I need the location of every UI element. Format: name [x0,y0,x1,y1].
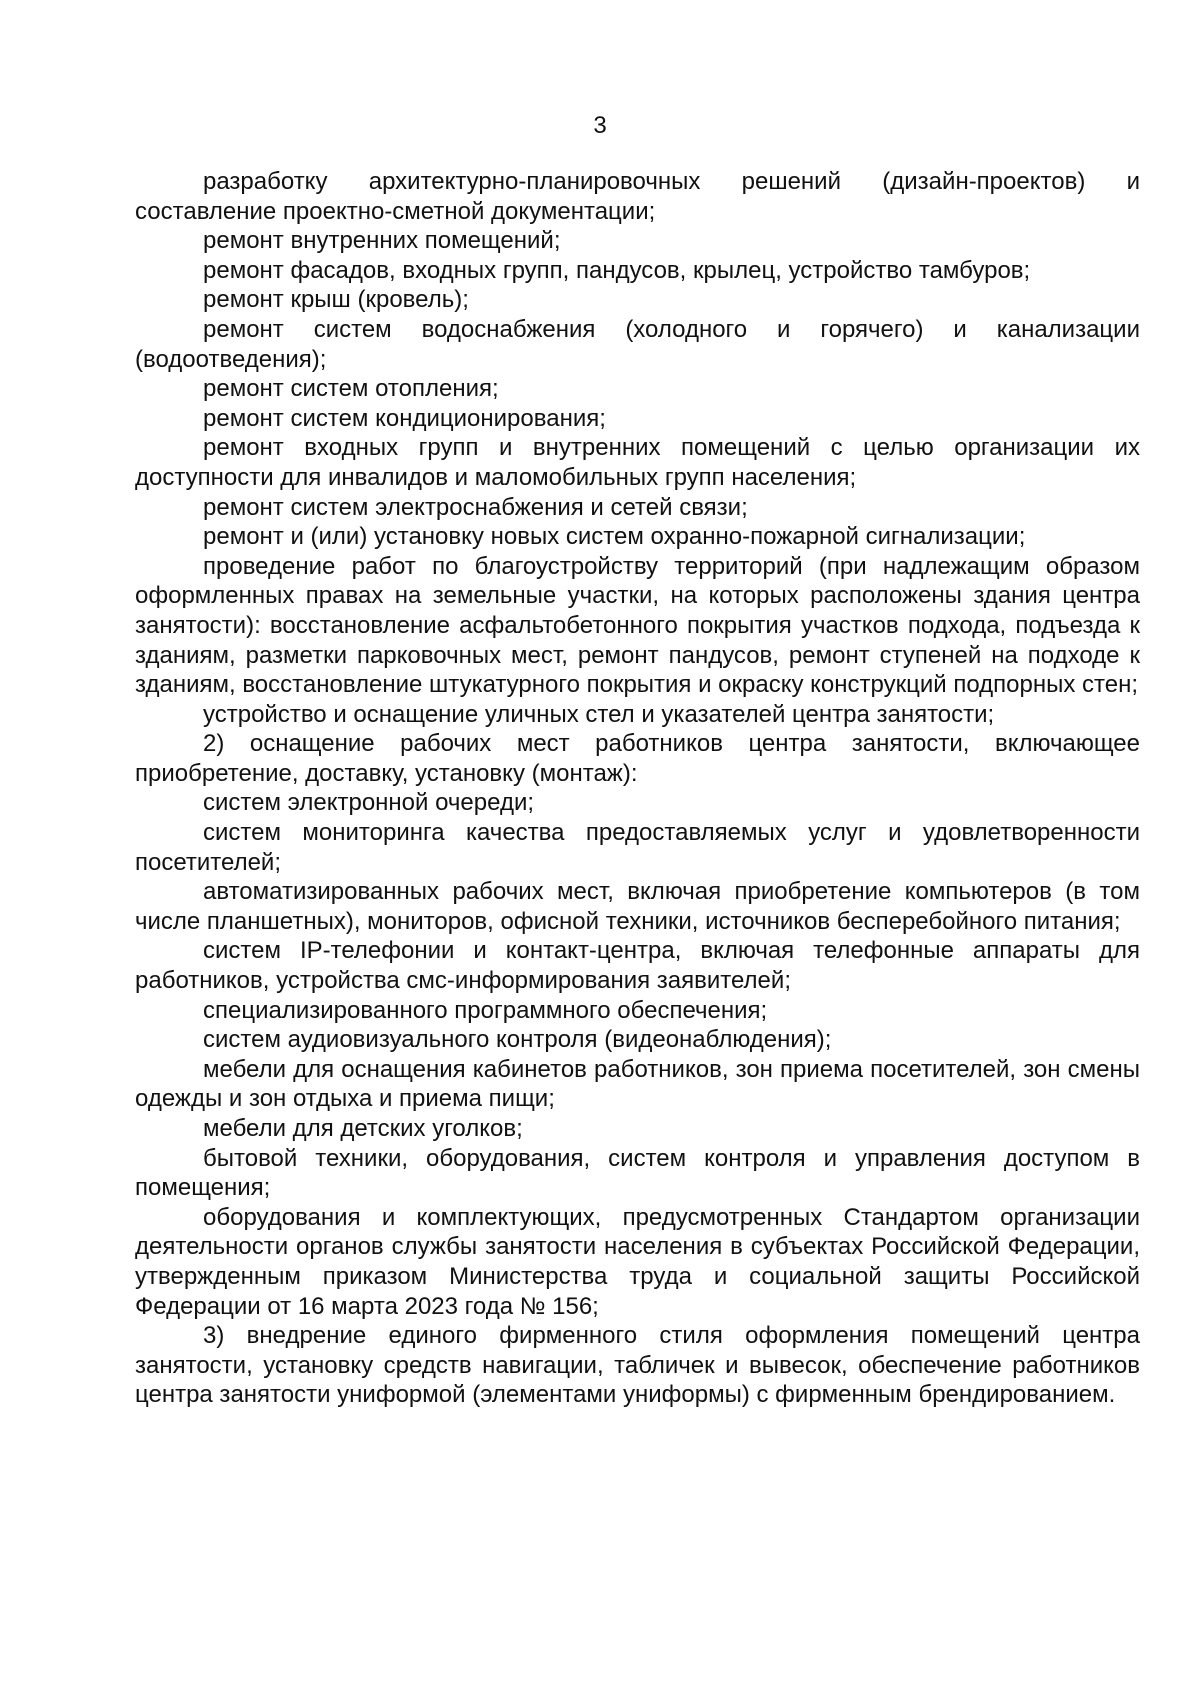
paragraph-11: проведение работ по благоустройству территорий (при надлежащим образом оформленных правах на земельные участки, на которых расположены здания центра занятости): восстановление асфальтобетонного покрытия участков подхода, подъезда к зданиям, разметки парковочных мест, ремонт пандусов, ремонт ступеней на подходе к зданиям, восстановление штукатурного покрытия и окраску конструкций подпорных стен; [135,552,1140,699]
paragraph-24: 3) внедрение единого фирменного стиля оформления помещений центра занятости, установку средств навигации, табличек и вывесок, обеспечение работников центра занятости униформой (элементами униформы) с фирменным брендированием. [135,1322,1140,1409]
paragraph-4: ремонт крыш (кровель); [203,286,469,314]
paragraph-6: ремонт систем отопления; [203,375,499,403]
paragraph-18: специализированного программного обеспечения; [203,996,768,1024]
page-number: 3 [593,112,607,139]
paragraph-19: систем аудиовизуального контроля (видеонаблюдения); [203,1026,832,1054]
paragraph-13: 2) оснащение рабочих мест работников центра занятости, включающее приобретение, доставку, установку (монтаж): [135,730,1140,787]
paragraph-23: оборудования и комплектующих, предусмотренных Стандартом организации деятельности органов службы занятости населения в субъектах Российской Федерации, утвержденным приказом Министерства труда и социальной защиты Российской Федерации от 16 марта 2023 года № 156; [135,1203,1140,1320]
document-body [135,167,1140,1410]
paragraph-7: ремонт систем кондиционирования; [203,404,606,432]
paragraph-2: ремонт внутренних помещений; [203,227,561,255]
paragraph-16: автоматизированных рабочих мест, включая приобретение компьютеров (в том числе планшетных), мониторов, офисной техники, источников бесперебойного питания; [135,878,1140,935]
paragraph-22: бытовой техники, оборудования, систем контроля и управления доступом в помещения; [135,1144,1140,1202]
paragraph-3: ремонт фасадов, входных групп, пандусов, крылец, устройство тамбуров; [203,256,1031,284]
paragraph-14: систем электронной очереди; [203,789,535,817]
paragraph-17: систем IP-телефонии и контакт-центра, включая телефонные аппараты для работников, устройства смс-информирования заявителей; [135,937,1140,995]
paragraph-12: устройство и оснащение уличных стел и указателей центра занятости; [203,700,995,728]
paragraph-21: мебели для детских уголков; [203,1115,523,1142]
paragraph-10: ремонт и (или) установку новых систем охранно-пожарной сигнализации; [203,523,1026,551]
paragraph-1: разработку архитектурно-планировочных решений (дизайн-проектов) и составление проектно-сметной документации; [135,168,1140,225]
paragraph-9: ремонт систем электроснабжения и сетей связи; [203,493,748,521]
paragraph-5: ремонт систем водоснабжения (холодного и горячего) и канализации (водоотведения); [135,315,1140,373]
paragraph-15: систем мониторинга качества предоставляемых услуг и удовлетворенности посетителей; [135,819,1140,876]
paragraph-8: ремонт входных групп и внутренних помещений с целью организации их доступности для инвалидов и маломобильных групп населения; [135,434,1140,491]
paragraph-20: мебели для оснащения кабинетов работников, зон приема посетителей, зон смены одежды и зон отдыха и приема пищи; [135,1055,1140,1113]
